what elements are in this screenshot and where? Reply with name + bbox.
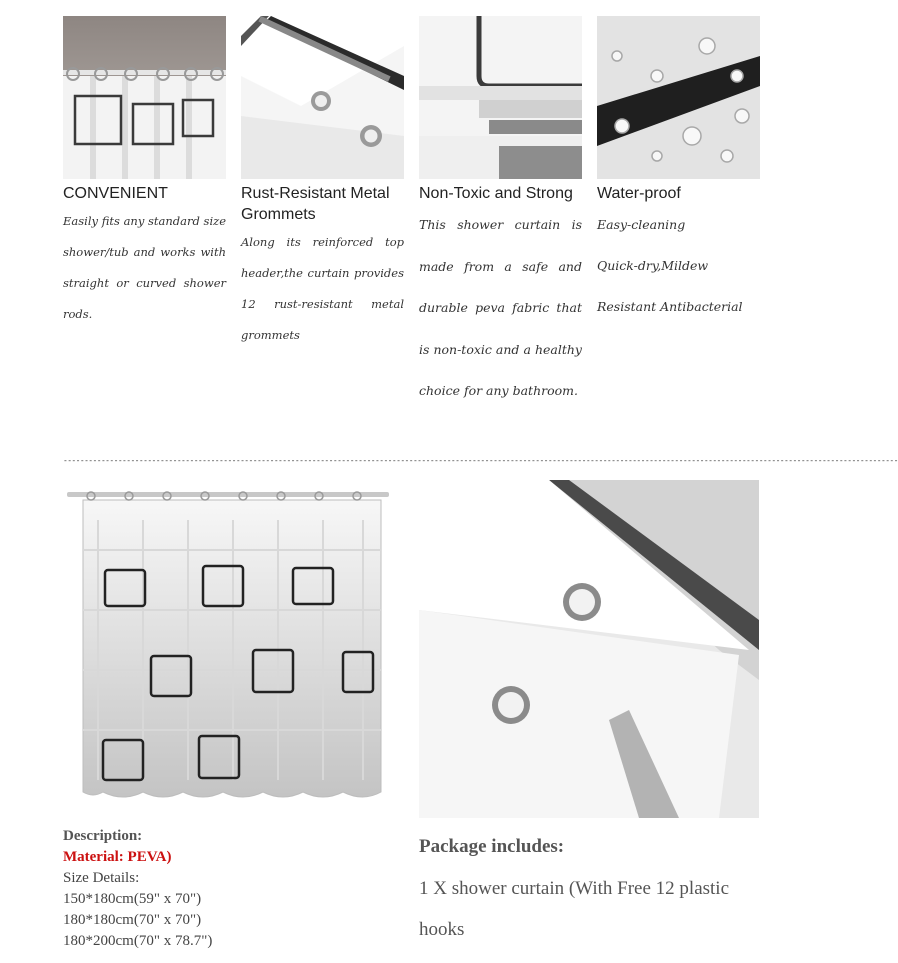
size-option: 150*180cm(59" x 70") (63, 891, 202, 907)
feature-body (597, 204, 760, 327)
feature-body: This shower curtain is made from a safe and durable peva fabric that is non-toxic and a healthy choice for any bathroom. (419, 217, 582, 398)
size-details-heading: Size Details: (63, 870, 140, 886)
feature-line: Resistant Antibacterial (597, 299, 743, 314)
feature-convenient (63, 16, 226, 330)
grommet-detail-photo (419, 480, 759, 818)
feature-title: Rust-Resistant Metal Grommets (241, 185, 390, 223)
size-option: 180*200cm(70" x 78.7") (63, 933, 213, 949)
package-heading: Package includes: (419, 836, 565, 857)
feature-title: Non-Toxic and Strong (419, 185, 573, 202)
feature-line: Quick-dry,Mildew (597, 258, 709, 273)
water-droplets-photo (597, 16, 760, 179)
checked-shower-curtain-photo (63, 480, 393, 816)
description-block (63, 826, 393, 952)
feature-body: Along its reinforced top header,the curtain provides 12 rust-resistant metal grommets (241, 235, 404, 342)
metal-grommet-closeup-photo (241, 16, 404, 179)
feature-title: Water-proof (597, 185, 681, 202)
feature-waterproof (597, 16, 760, 327)
folded-curtain-edge-photo (419, 16, 582, 179)
section-divider: ------------------------------------------------------------------------------------------------------------------------------------------------------------------------------------------------------ (63, 456, 898, 465)
feature-line: Easy-cleaning (597, 217, 686, 232)
feature-non-toxic (419, 16, 582, 412)
feature-title: CONVENIENT (63, 185, 168, 202)
feature-body: Easily fits any standard size shower/tub and works with straight or curved shower rods. (63, 214, 226, 321)
shower-curtain-on-rod-photo (63, 16, 226, 179)
description-heading: Description: (63, 828, 143, 844)
feature-grommets (241, 16, 404, 351)
size-option: 180*180cm(70" x 70") (63, 912, 202, 928)
package-body: 1 X shower curtain (With Free 12 plastic hooks (419, 878, 730, 940)
package-block (419, 830, 764, 950)
material-label: Material: PEVA) (63, 849, 172, 865)
